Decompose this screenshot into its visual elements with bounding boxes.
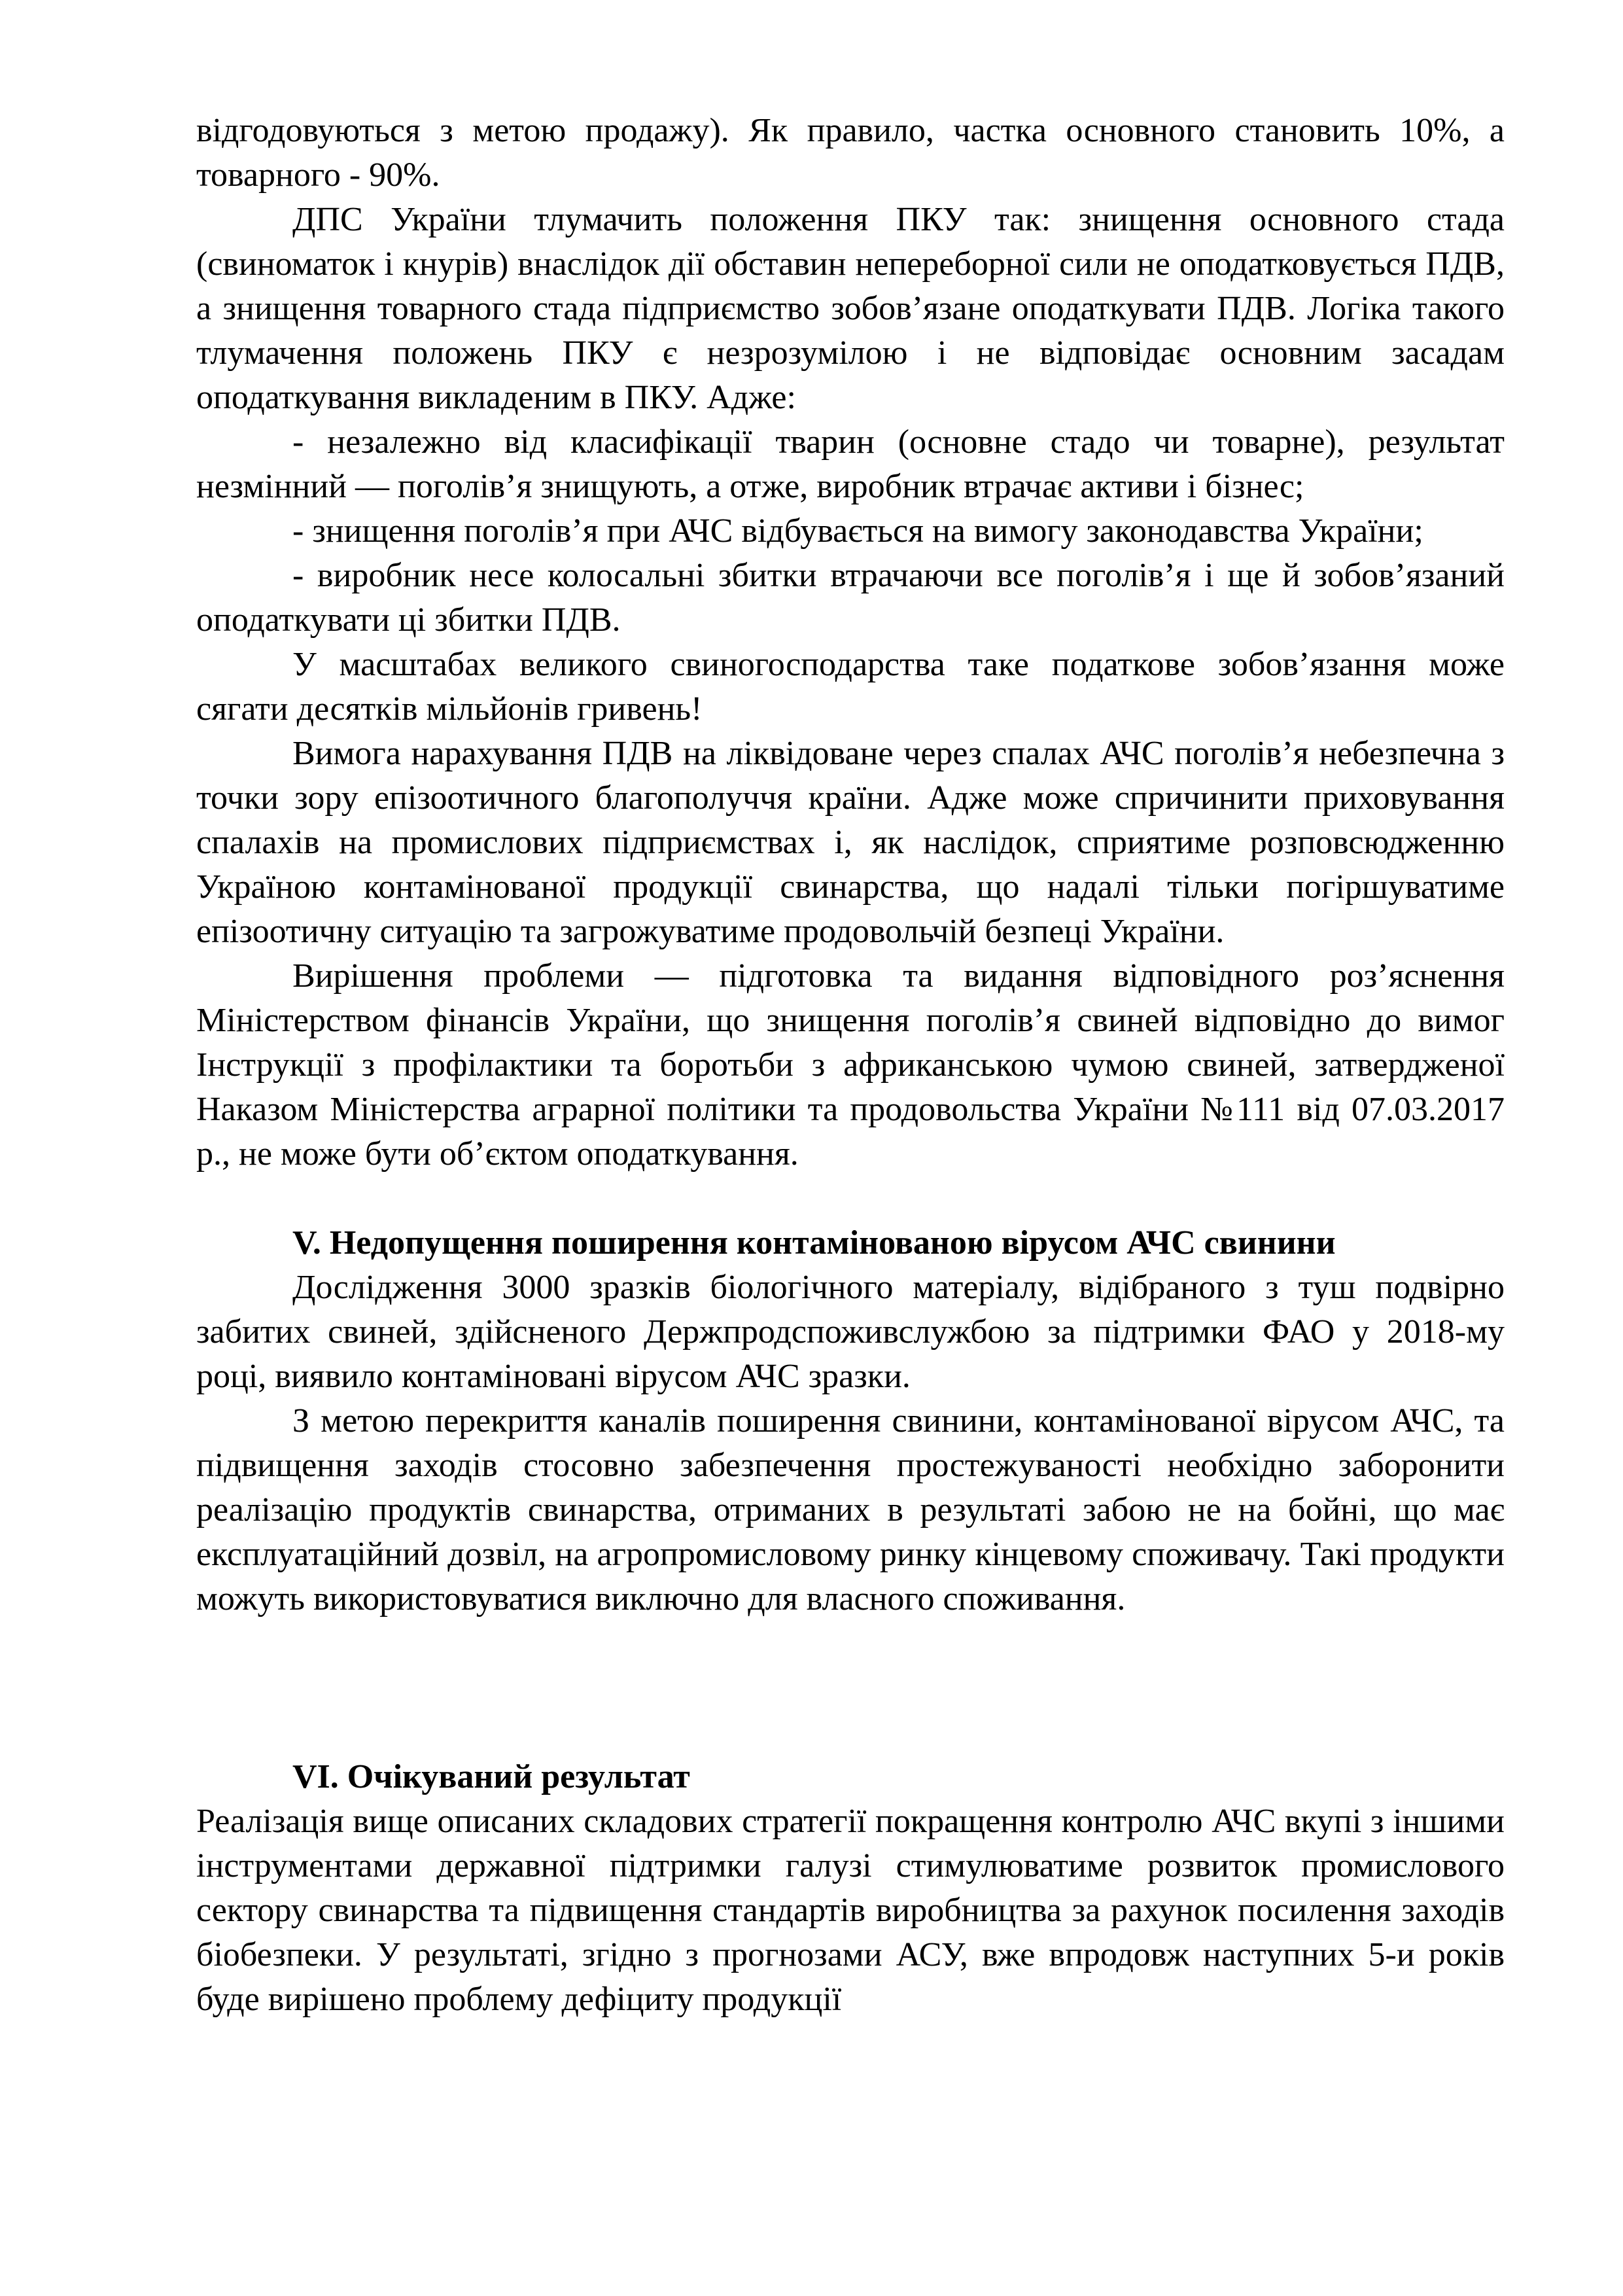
list-item-producer-losses: - виробник несе колосальні збитки втрачаючи все поголів’я і ще й зобов’язаний оподаткувати ці збитки ПДВ. xyxy=(196,557,1505,639)
paragraph-sample-research: Дослідження 3000 зразків біологічного матеріалу, відібраного з туш подвірно забитих свиней, здійсненого Держпродспоживслужбою за підтримки ФАО у 2018-му році, виявило контаміновані вірусом АЧС зразки. xyxy=(196,1269,1505,1395)
paragraph-continued-from-previous-page: відгодовуються з метою продажу). Як правило, частка основного становить 10%, а товарного - 90%. xyxy=(196,112,1505,194)
list-item-classification: - незалежно від класифікації тварин (основне стадо чи товарне), результат незмінний — поголів’я знищують, а отже, виробник втрачає активи і бізнес; xyxy=(196,423,1505,505)
document-body xyxy=(196,109,1505,2022)
paragraph-sales-ban: З метою перекриття каналів поширення свинини, контамінованої вірусом АЧС, та підвищення заходів стосовно забезпечення простежуваності необхідно заборонити реалізацію продуктів свинарства, отриманих в результаті забою не на бойні, що має експлуатаційний дозвіл, на агропромисловому ринку кінцевому споживачу. Такі продукти можуть використовуватися виключно для власного споживання. xyxy=(196,1402,1505,1617)
section-heading-vi: VI. Очікуваний результат xyxy=(292,1758,690,1795)
paragraph-dps-interpretation: ДПС України тлумачить положення ПКУ так: знищення основного стада (свиноматок і кнурів) внаслідок дії обставин непереборної сили не оподатковується ПДВ, а знищення товарного стада підприємство зобов’язане оподаткувати ПДВ. Логіка такого тлумачення положень ПКУ є незрозумілою і не відповідає основним засадам оподаткування викладеним в ПКУ. Адже: xyxy=(196,201,1505,416)
paragraph-vat-epizootic-risk: Вимога нарахування ПДВ на ліквідоване через спалах АЧС поголів’я небезпечна з точки зору епізоотичного благополуччя країни. Адже може спричинити приховування спалахів на промислових підприємствах і, як наслідок, сприятиме розповсюдженню Україною контамінованої продукції свинарства, що надалі тільки погіршуватиме епізоотичну ситуацію та загрожуватиме продовольчій безпеці України. xyxy=(196,735,1505,950)
paragraph-tax-liability-scale: У масштабах великого свиногосподарства таке податкове зобов’язання може сягати десятків мільйонів гривень! xyxy=(196,646,1505,728)
paragraph-problem-solution: Вирішення проблеми — підготовка та видання відповідного роз’яснення Міністерством фінансів України, що знищення поголів’я свиней відповідно до вимог Інструкції з профілактики та боротьби з африканською чумою свиней, затвердженої Наказом Міністерства аграрної політики та продовольства України №111 від 07.03.2017 р., не може бути об’єктом оподаткування. xyxy=(196,957,1505,1173)
paragraph-expected-result: Реалізація вище описаних складових стратегії покращення контролю АЧС вкупі з іншими інструментами державної підтримки галузі стимулюватиме розвиток промислового сектору свинарства та підвищення стандартів виробництва за рахунок посилення заходів біобезпеки. У результаті, згідно з прогнозами АСУ, вже впродовж наступних 5-и років буде вирішено проблему дефіциту продукції xyxy=(196,1803,1505,2018)
list-item-legal-requirement: - знищення поголів’я при АЧС відбувається на вимогу законодавства України; xyxy=(292,512,1423,550)
section-heading-v: V. Недопущення поширення контамінованою вірусом АЧС свинини xyxy=(292,1224,1336,1262)
